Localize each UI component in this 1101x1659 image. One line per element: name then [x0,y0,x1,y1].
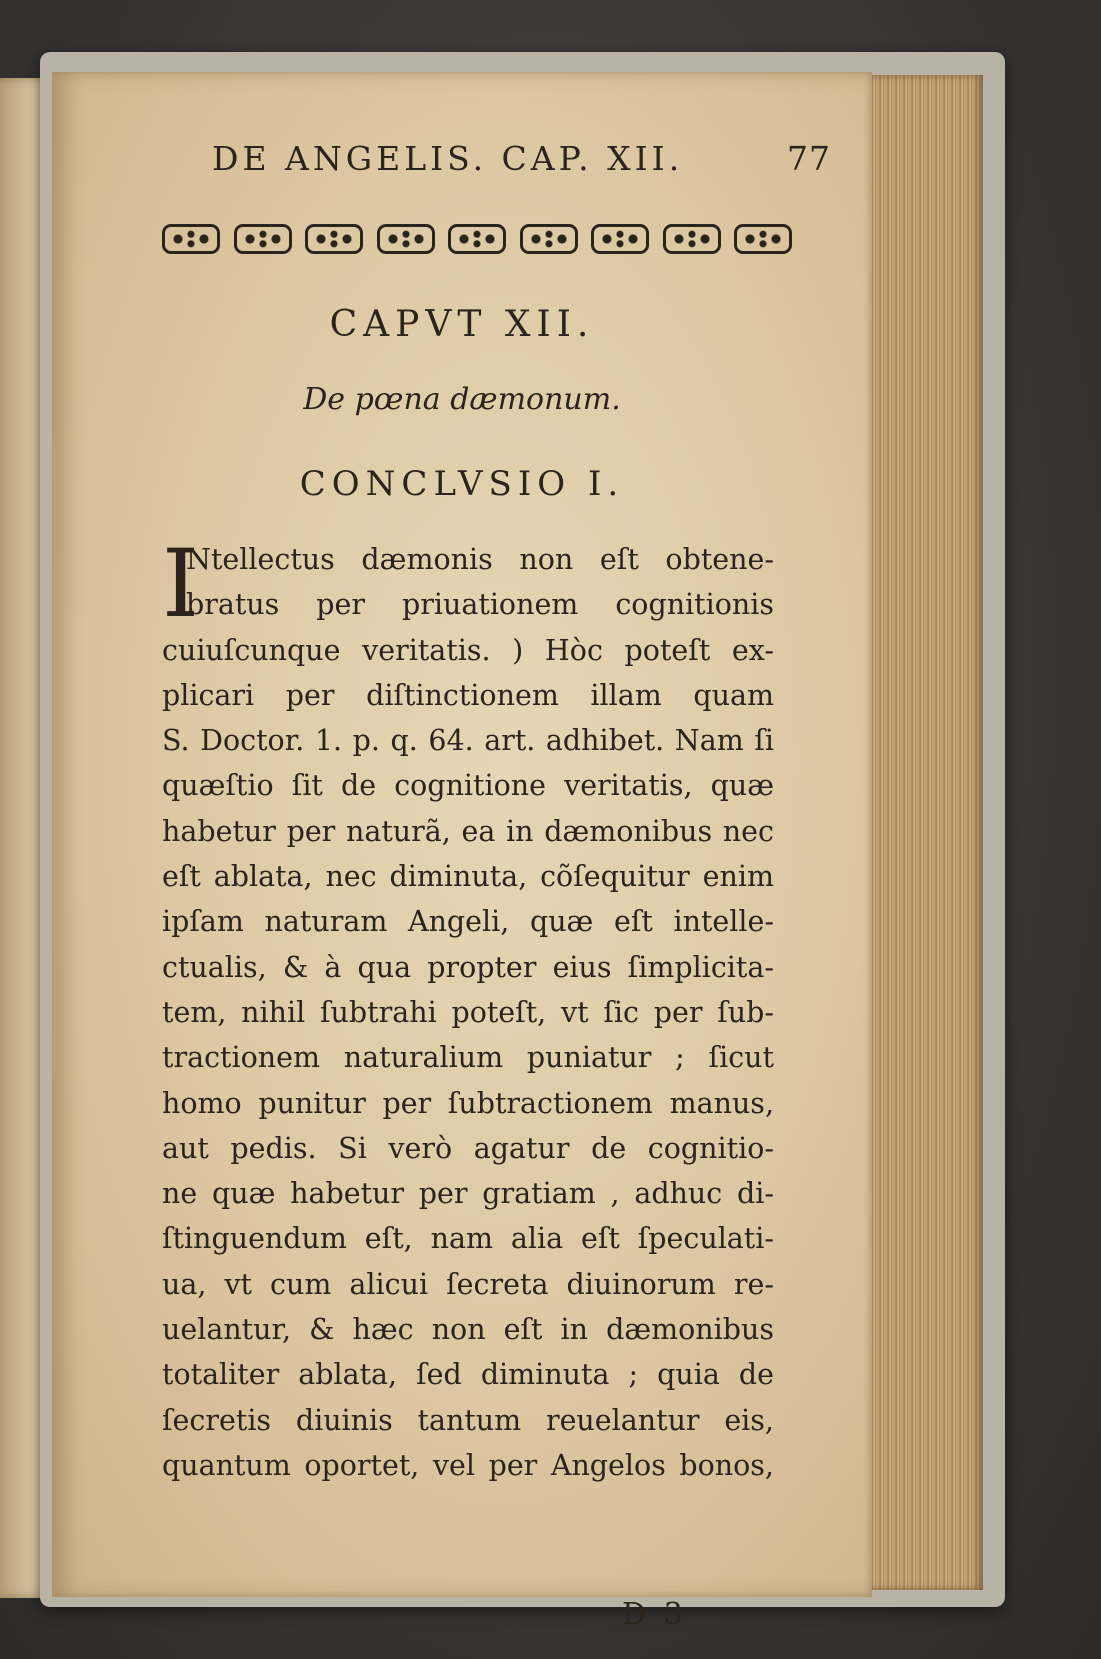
text-line: ipſam naturam Angeli, quæ eſt intelle- [162,905,774,939]
running-head [212,139,852,178]
text-line: ne quæ habetur per gratiam , adhuc di- [162,1177,774,1211]
text-line: habetur per naturã, ea in dæmonibus nec [162,814,774,848]
body-text [162,530,774,1488]
text-line: aut pedis. Si verò agatur de cognitio- [162,1131,774,1165]
text-line: tractionem naturalium puniatur ; ſicut [162,1041,774,1075]
text-line: ua, vt cum alicui ſecreta diuinorum re- [162,1267,774,1301]
page-number: 77 [787,139,831,178]
text-line: tem, nihil ſubtrahi poteſt, vt ſic per ſub- [162,995,774,1029]
text-line: ſtinguendum eſt, nam alia eſt ſpeculati- [162,1222,774,1256]
text-line: eſt ablata, nec diminuta, cõſequitur enim [162,860,774,894]
text-line: totaliter ablata, ſed diminuta ; quia de [162,1358,774,1392]
page-edges [868,75,983,1590]
signature-mark: D 3 [622,1597,687,1632]
drop-cap: I [162,530,200,639]
conclusio-heading: CONCLVSIO I. [299,464,625,504]
text-line: plicari per diſtinctionem illam quam [162,678,774,712]
fleuron-ornament [663,224,721,254]
chapter-title: CAPVT XII. [329,304,595,345]
chapter-subtitle: De pœna dæmonum. [303,382,621,417]
fleuron-ornament [377,224,435,254]
fleuron-ornament [234,224,292,254]
text-line: quæſtio ſit de cognitione veritatis, quæ [162,769,774,803]
text-line: ſecretis diuinis tantum reuelantur eis, [162,1403,774,1437]
text-line: ctualis, & à qua propter eius ſimplicita- [162,950,774,984]
text-line: S. Doctor. 1. p. q. 64. art. adhibet. Nam ſi [162,724,774,758]
ornamental-border [162,222,792,256]
fleuron-ornament [520,224,578,254]
fleuron-ornament [162,224,220,254]
text-line: Ntellectus dæmonis non eſt obtene- [186,543,774,576]
text-line: homo punitur per ſubtractionem manus, [162,1086,774,1120]
text-line: uelantur, & hæc non eſt in dæmonibus [162,1313,774,1347]
fleuron-ornament [305,224,363,254]
fleuron-ornament [448,224,506,254]
book-page [52,72,872,1632]
fleuron-ornament [591,224,649,254]
text-line: bratus per priuationem cognitionis [186,588,774,622]
fleuron-ornament [734,224,792,254]
text-line: quantum oportet, vel per Angelos bonos, [162,1448,774,1482]
running-head-title: DE ANGELIS. CAP. XII. [212,139,684,178]
text-line: cuiuſcunque veritatis. ) Hòc poteſt ex- [162,633,774,667]
